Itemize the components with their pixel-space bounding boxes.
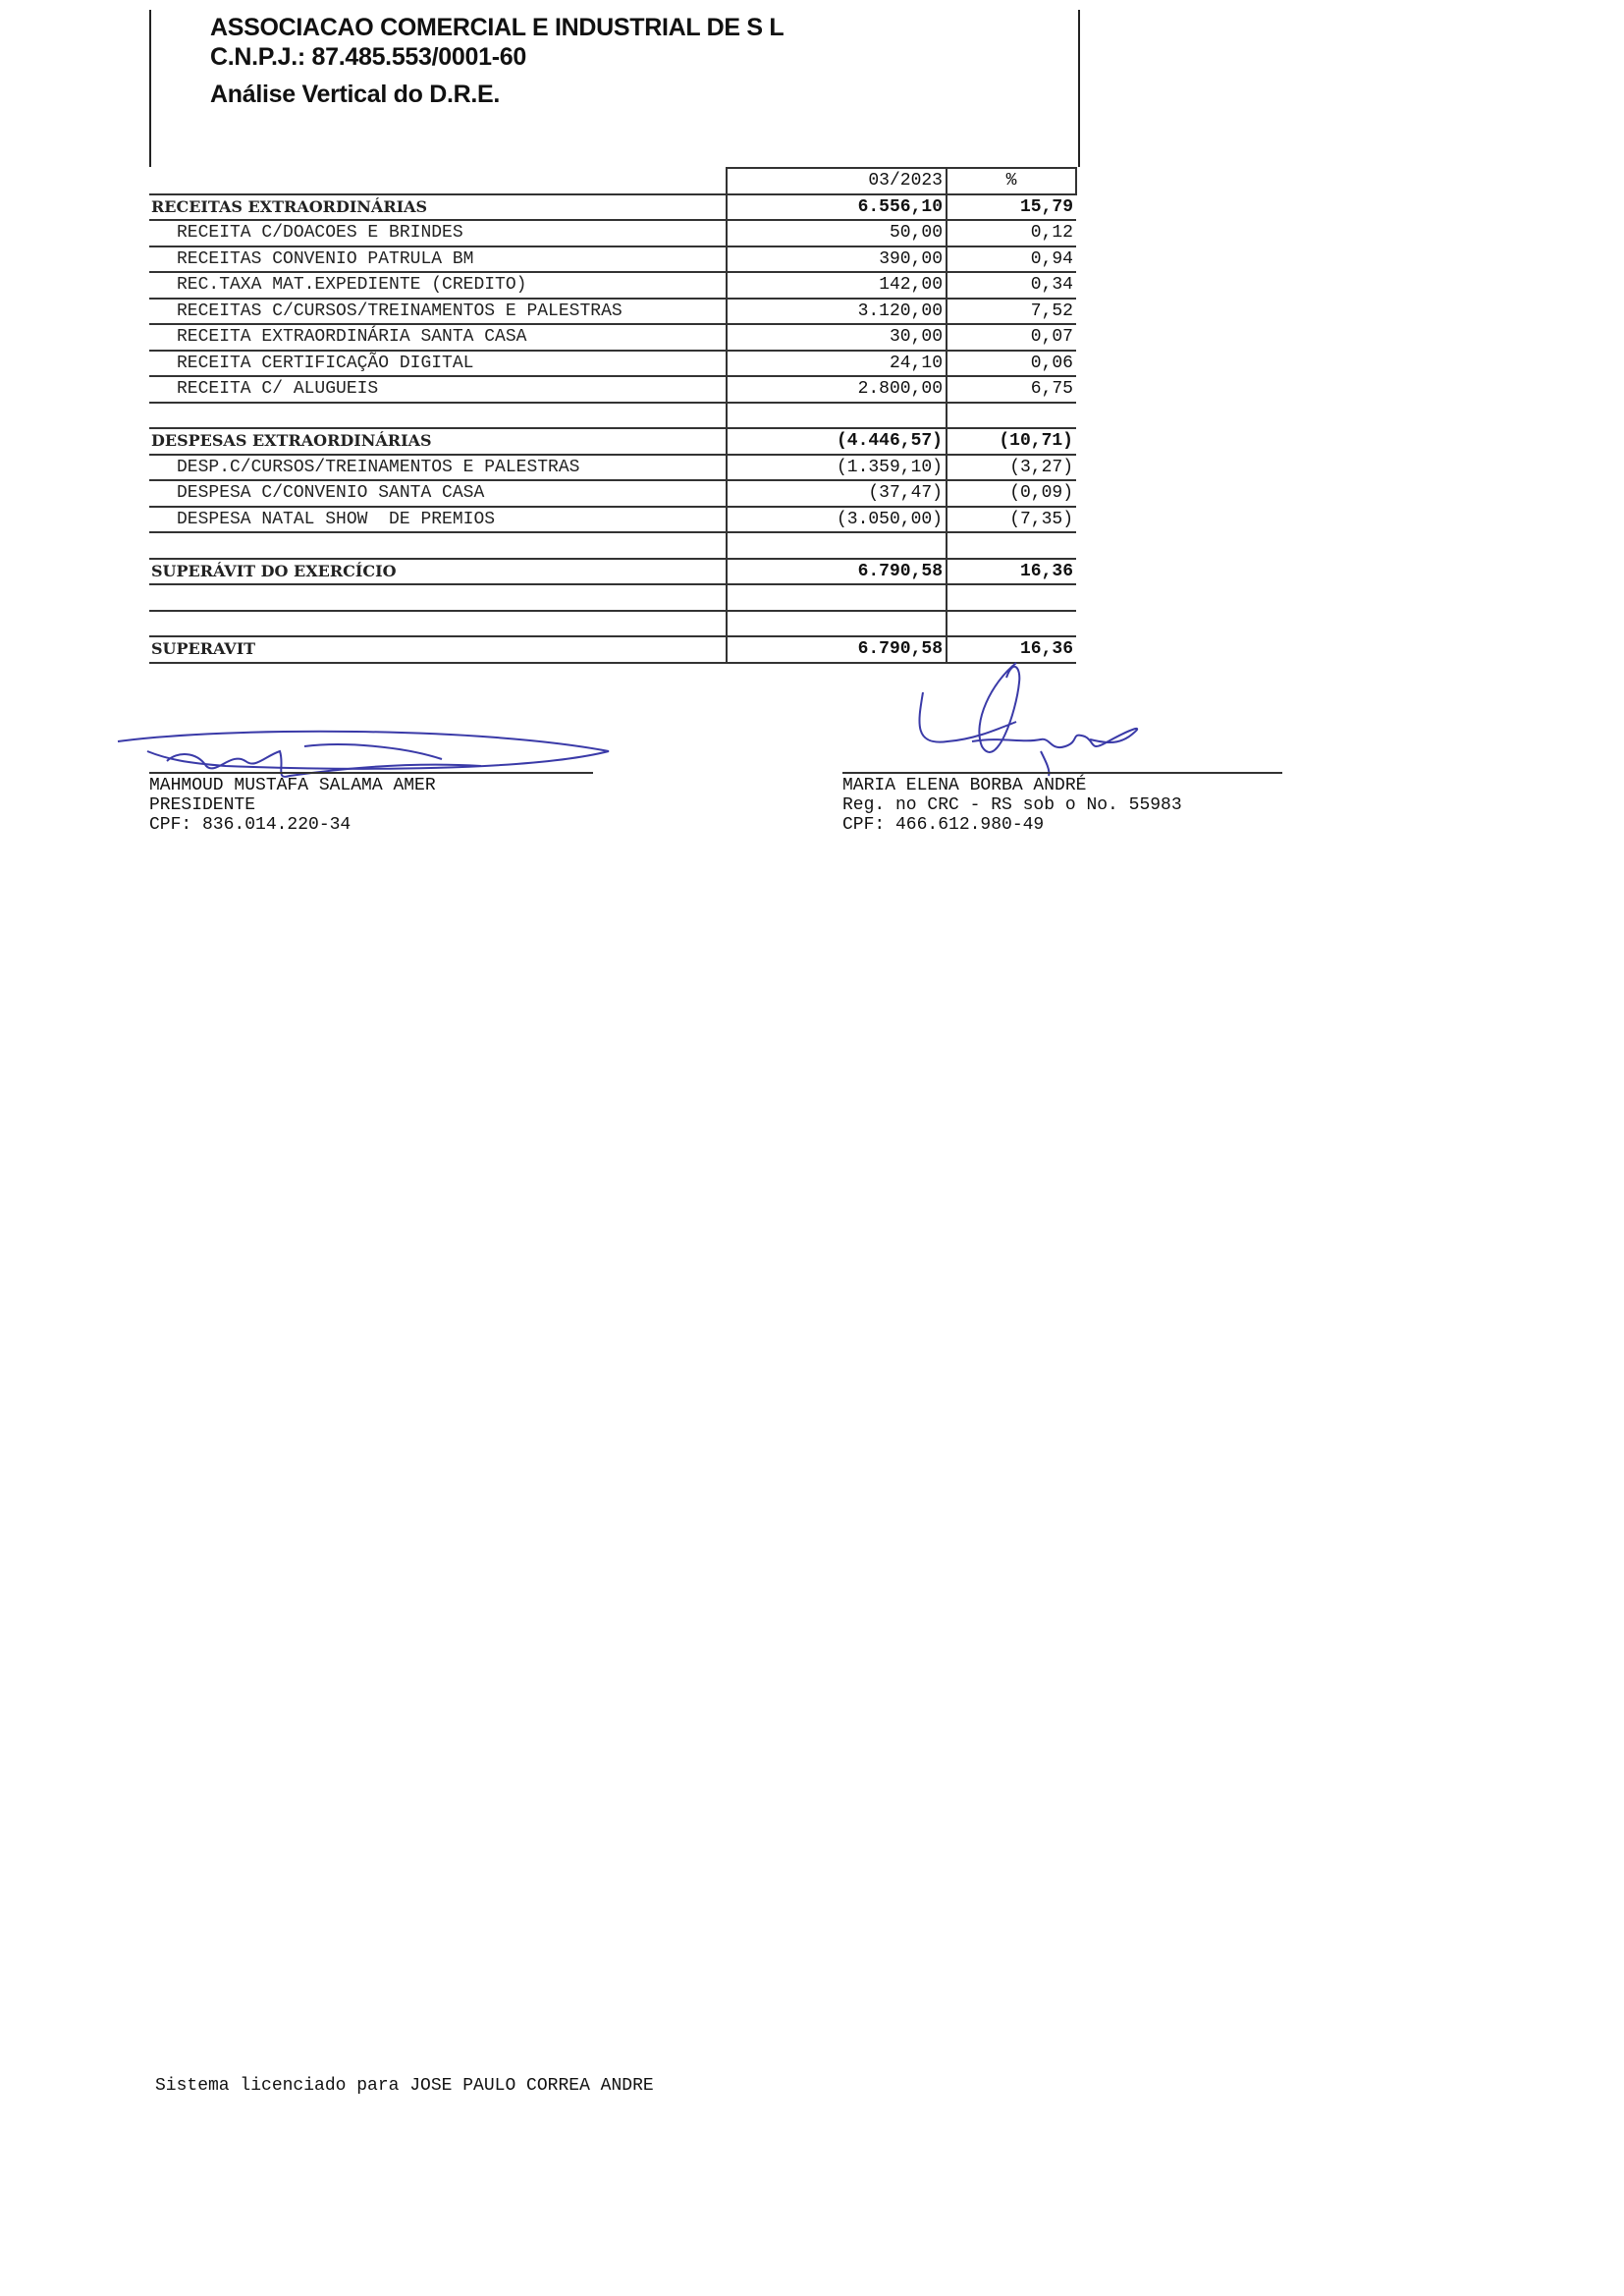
blank-row <box>149 532 1076 559</box>
row-value: 142,00 <box>727 272 947 299</box>
blank-cell <box>149 403 727 429</box>
row-pct: 0,06 <box>947 351 1076 377</box>
signer-left-cpf: CPF: 836.014.220-34 <box>149 815 352 835</box>
organization-name: ASSOCIACAO COMERCIAL E INDUSTRIAL DE S L <box>210 14 785 41</box>
table-row <box>149 220 1076 246</box>
row-value: 3.120,00 <box>727 299 947 325</box>
dre-table <box>149 167 1077 664</box>
row-pct: (0,09) <box>947 480 1076 507</box>
row-label: RECEITA C/DOACOES E BRINDES <box>149 220 727 246</box>
superavit-value: 6.790,58 <box>727 636 947 663</box>
receitas-label: RECEITAS EXTRAORDINÁRIAS <box>149 194 727 221</box>
row-pct: 7,52 <box>947 299 1076 325</box>
table-row <box>149 351 1076 377</box>
blank-cell <box>947 584 1076 611</box>
row-value: (1.359,10) <box>727 455 947 481</box>
row-value: 390,00 <box>727 246 947 273</box>
row-value: 30,00 <box>727 324 947 351</box>
row-pct: 6,75 <box>947 376 1076 403</box>
blank-row <box>149 584 1076 611</box>
row-label: RECEITAS CONVENIO PATRULA BM <box>149 246 727 273</box>
row-label: RECEITAS C/CURSOS/TREINAMENTOS E PALESTRAS <box>149 299 727 325</box>
table-row <box>149 480 1076 507</box>
signer-right-cpf: CPF: 466.612.980-49 <box>842 815 1045 835</box>
superavit-exercicio-label: SUPERÁVIT DO EXERCÍCIO <box>149 559 727 585</box>
row-pct: (7,35) <box>947 507 1076 533</box>
row-label: RECEITA C/ ALUGUEIS <box>149 376 727 403</box>
row-pct: 0,07 <box>947 324 1076 351</box>
superavit-exercicio-pct: 16,36 <box>947 559 1076 585</box>
table-row <box>149 299 1076 325</box>
row-pct: 0,94 <box>947 246 1076 273</box>
table-row <box>149 272 1076 299</box>
signer-right-reg: Reg. no CRC - RS sob o No. 55983 <box>842 795 1182 815</box>
blank-row <box>149 611 1076 637</box>
row-value: (3.050,00) <box>727 507 947 533</box>
table-row <box>149 455 1076 481</box>
table-header-row <box>149 168 1076 194</box>
row-label: REC.TAXA MAT.EXPEDIENTE (CREDITO) <box>149 272 727 299</box>
cnpj: C.N.P.J.: 87.485.553/0001-60 <box>210 43 526 71</box>
blank-cell <box>947 532 1076 559</box>
blank-cell <box>947 611 1076 637</box>
despesas-value: (4.446,57) <box>727 428 947 455</box>
blank-row <box>149 403 1076 429</box>
blank-cell <box>947 403 1076 429</box>
percent-header: % <box>947 168 1076 194</box>
blank-cell <box>149 611 727 637</box>
row-pct: 0,34 <box>947 272 1076 299</box>
signature-line-left <box>149 772 593 774</box>
signer-left-name: MAHMOUD MUSTAFA SALAMA AMER <box>149 776 436 795</box>
despesas-pct: (10,71) <box>947 428 1076 455</box>
blank-cell <box>149 584 727 611</box>
table-row <box>149 376 1076 403</box>
blank-cell <box>727 403 947 429</box>
row-value: (37,47) <box>727 480 947 507</box>
header-blank-cell <box>149 168 727 194</box>
table-row <box>149 246 1076 273</box>
blank-cell <box>727 611 947 637</box>
table-row <box>149 324 1076 351</box>
signer-right-name: MARIA ELENA BORBA ANDRÉ <box>842 776 1087 795</box>
receitas-section-row <box>149 194 1076 221</box>
period-header: 03/2023 <box>727 168 947 194</box>
blank-cell <box>727 532 947 559</box>
despesas-label: DESPESAS EXTRAORDINÁRIAS <box>149 428 727 455</box>
row-label: DESP.C/CURSOS/TREINAMENTOS E PALESTRAS <box>149 455 727 481</box>
row-value: 50,00 <box>727 220 947 246</box>
superavit-pct: 16,36 <box>947 636 1076 663</box>
superavit-exercicio-row <box>149 559 1076 585</box>
row-pct: (3,27) <box>947 455 1076 481</box>
signature-right-scribble <box>903 653 1159 781</box>
row-pct: 0,12 <box>947 220 1076 246</box>
despesas-section-row <box>149 428 1076 455</box>
row-label: RECEITA CERTIFICAÇÃO DIGITAL <box>149 351 727 377</box>
row-value: 2.800,00 <box>727 376 947 403</box>
signature-line-right <box>842 772 1282 774</box>
table-row <box>149 507 1076 533</box>
superavit-label: SUPERAVIT <box>149 636 727 663</box>
report-title: Análise Vertical do D.R.E. <box>210 81 501 108</box>
signer-left-role: PRESIDENTE <box>149 795 256 815</box>
row-label: DESPESA NATAL SHOW DE PREMIOS <box>149 507 727 533</box>
blank-cell <box>149 532 727 559</box>
receitas-pct: 15,79 <box>947 194 1076 221</box>
blank-cell <box>727 584 947 611</box>
license-footer: Sistema licenciado para JOSE PAULO CORREA ANDRE <box>155 2076 654 2096</box>
superavit-exercicio-value: 6.790,58 <box>727 559 947 585</box>
receitas-value: 6.556,10 <box>727 194 947 221</box>
row-label: RECEITA EXTRAORDINÁRIA SANTA CASA <box>149 324 727 351</box>
row-label: DESPESA C/CONVENIO SANTA CASA <box>149 480 727 507</box>
row-value: 24,10 <box>727 351 947 377</box>
